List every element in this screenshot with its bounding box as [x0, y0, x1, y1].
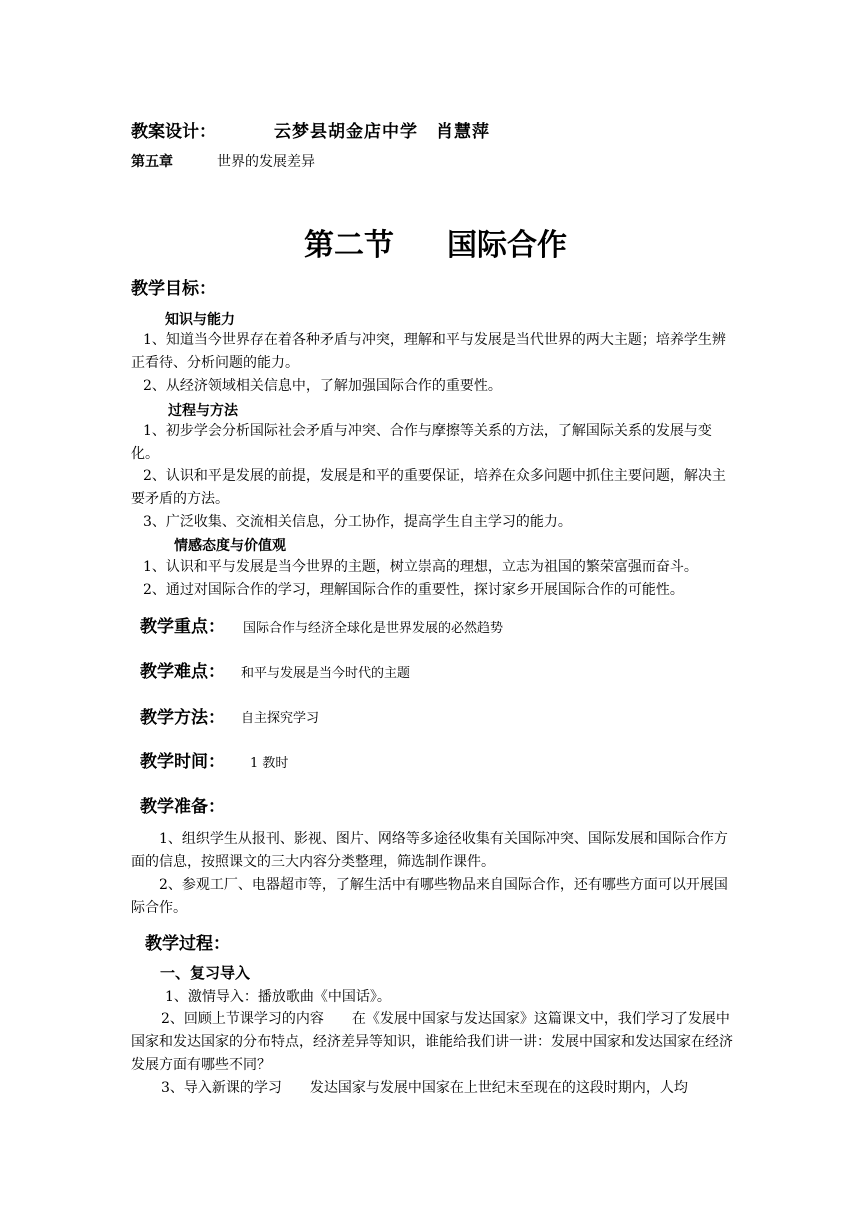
- preparation-item-1: 1、组织学生从报刊、影视、图片、网络等多途径收集有关国际冲突、国际发展和国际合作方面的信息，按照课文的三大内容分类整理，筛选制作课件。: [131, 831, 728, 870]
- process-label: 教学过程：: [145, 934, 230, 954]
- emotion-heading: 情感态度与价值观: [174, 538, 286, 554]
- knowledge-item-1: 1、知道当今世界存在着各种矛盾与冲突，理解和平与发展是当代世界的两大主题；培养学生辨正看待、分析问题的能力。: [131, 332, 726, 371]
- time-value: 1 教时: [250, 756, 289, 771]
- chapter-title: 世界的发展差异: [217, 154, 315, 170]
- chapter-number: 第五章: [131, 154, 173, 170]
- emotion-item-2: 2、通过对国际合作的学习，理解国际合作的重要性，探讨家乡开展国际合作的可能性。: [143, 582, 684, 598]
- process-item-2: 2、认识和平是发展的前提，发展是和平的重要保证，培养在众多问题中抓住主要问题，解决主要矛盾的方法。: [131, 468, 726, 507]
- process-heading: 过程与方法: [168, 403, 238, 419]
- preparation-item-2: 2、参观工厂、电器超市等，了解生活中有哪些物品来自国际合作，还有哪些方面可以开展国际合作。: [131, 877, 728, 916]
- emotion-item-1: 1、认识和平与发展是当今世界的主题，树立崇高的理想，立志为祖国的繁荣富强而奋斗。: [143, 559, 698, 575]
- key-point-value: 国际合作与经济全球化是世界发展的必然趋势: [243, 621, 504, 636]
- method-value: 自主探究学习: [241, 711, 320, 726]
- difficulty-label: 教学难点：: [140, 662, 225, 682]
- objectives-heading: 教学目标：: [131, 279, 216, 299]
- knowledge-item-2: 2、从经济领域相关信息中，了解加强国际合作的重要性。: [143, 378, 502, 394]
- review-item-3: 3、导入新课的学习 发达国家与发展中国家在上世纪末至现在的这段时期内，人均: [161, 1080, 688, 1096]
- school-author: 云梦县胡金店中学 肖慧萍: [274, 122, 490, 142]
- design-label: 教案设计：: [131, 122, 216, 142]
- time-label: 教学时间：: [140, 752, 225, 772]
- review-item-1: 1、激情导入：播放歌曲《中国话》。: [165, 989, 391, 1005]
- section-title: 国际合作: [447, 228, 567, 263]
- review-intro-heading: 一、复习导入: [160, 964, 251, 982]
- difficulty-value: 和平与发展是当今时代的主题: [241, 666, 411, 681]
- knowledge-heading: 知识与能力: [165, 312, 235, 328]
- process-item-1: 1、初步学会分析国际社会矛盾与冲突、合作与摩擦等关系的方法，了解国际关系的发展与变化。: [131, 423, 712, 462]
- preparation-label: 教学准备：: [140, 797, 225, 817]
- key-point-label: 教学重点：: [140, 617, 225, 637]
- process-item-3: 3、广泛收集、交流相关信息，分工协作，提高学生自主学习的能力。: [143, 514, 572, 530]
- section-number: 第二节: [304, 228, 394, 263]
- method-label: 教学方法：: [140, 708, 225, 728]
- review-item-2: 2、回顾上节课学习的内容 在《发展中国家与发达国家》这篇课文中，我们学习了发展中国家和发达国家的分布特点，经济差异等知识，谁能给我们讲一讲：发展中国家和发达国家在经济发展方面有哪些不同？: [131, 1011, 733, 1073]
